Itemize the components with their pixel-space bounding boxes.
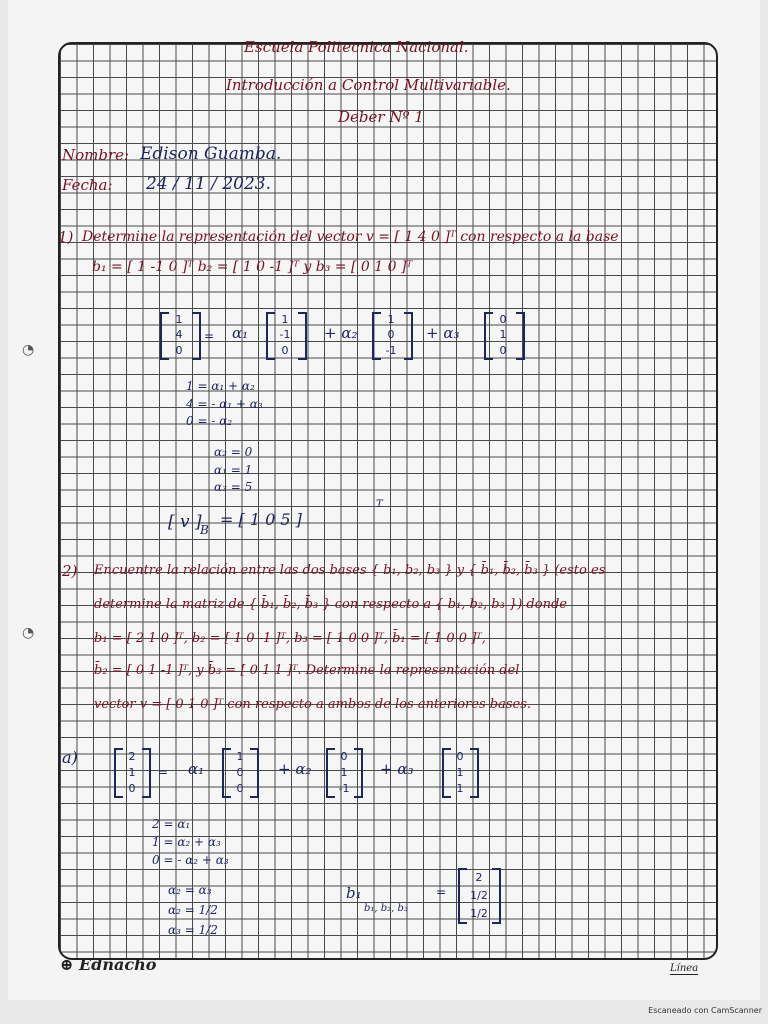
- system-equation-2: 4 = - α₁ + α₃: [186, 397, 263, 411]
- vector-entry: 0: [281, 343, 289, 357]
- margin-mark: ◔: [22, 625, 35, 641]
- system-equation-1: 2 = α₁: [152, 817, 191, 831]
- rep-vector-label: b₁: [346, 884, 362, 902]
- solution-alpha2: α₂ = 0: [214, 445, 253, 459]
- problem2-number: 2): [62, 562, 78, 580]
- bracket: [354, 748, 363, 798]
- b2-column: [380, 312, 402, 358]
- result-transpose: T: [376, 499, 383, 510]
- solution-alpha2: α₂ = 1/2: [168, 903, 218, 917]
- plus-alpha3-label: + α₃: [380, 760, 414, 778]
- plus-alpha2-label: + α₂: [278, 760, 312, 778]
- name-label: Nombre:: [62, 146, 130, 164]
- system-equation-1: 1 = α₁ + α₂: [186, 379, 255, 393]
- problem1-statement-line1: Determine la representación del vector v = [ 1 4 0 ]ᵀ con respecto a la base: [82, 229, 619, 245]
- bracket: [492, 868, 501, 924]
- date-label: Fecha:: [62, 176, 113, 194]
- solution-alpha3: α₃ = 5: [214, 480, 253, 494]
- problem2-statement-line4: b̄₂ = [ 0 1 -1 ]ᵀ, y b̄₃ = [ 0 1 1 ]ᵀ. Determine la representación del: [94, 663, 520, 678]
- lhs-column: [122, 748, 142, 796]
- rep-basis-subscript: b₁, b₂, b₃: [364, 903, 408, 914]
- part-a-label: a): [62, 748, 78, 767]
- rep-column: [466, 868, 492, 922]
- c2-column: [334, 748, 354, 796]
- equals-sign: =: [158, 765, 169, 779]
- course-title: Introducción a Control Multivariable.: [226, 76, 511, 94]
- problem1-number: 1): [58, 228, 74, 246]
- b3-column: [492, 312, 514, 358]
- vector-entry: 1/2: [470, 906, 488, 920]
- bracket: [470, 748, 479, 798]
- plus-alpha2-label: + α₂: [324, 324, 358, 342]
- solution-alpha1: α₁ = 1: [214, 463, 253, 477]
- solution-alpha2-eq-alpha3: α₂ = α₃: [168, 883, 212, 897]
- result-representation: [ v ]: [168, 512, 202, 532]
- vector-entry: 1: [456, 781, 464, 795]
- brand-icon: ⊕: [60, 955, 74, 974]
- vector-entry: 0: [236, 781, 244, 795]
- vector-entry: -1: [279, 328, 291, 342]
- vector-entry: 1: [499, 328, 507, 342]
- vector-entry: 0: [387, 328, 395, 342]
- equals-sign: =: [204, 329, 215, 343]
- name-value: Edison Guamba.: [140, 144, 282, 164]
- vector-entry: -1: [385, 343, 397, 357]
- notebook-sheet: [8, 0, 760, 1000]
- bracket: [250, 748, 259, 798]
- date-value: 24 / 11 / 2023.: [146, 174, 272, 194]
- vector-entry: 0: [499, 313, 507, 327]
- vector-entry: 1/2: [470, 888, 488, 902]
- bracket: [404, 312, 413, 360]
- scanner-watermark: Escaneado con CamScanner: [648, 1006, 762, 1015]
- vector-entry: 0: [128, 781, 136, 795]
- vector-entry: 0: [236, 765, 244, 779]
- assignment-title: Deber Nº 1: [338, 108, 424, 126]
- system-equation-2: 1 = α₂ + α₃: [152, 835, 221, 849]
- vector-entry: 0: [340, 749, 348, 763]
- c3-column: [450, 748, 470, 796]
- vector-entry: 1: [387, 313, 395, 327]
- problem2-statement-line1: Encuentre la relación entre las dos bases { b₁, b₂, b₃ } y { b̄₁, b̄₂, b̄₃ } (esto es: [94, 563, 606, 578]
- system-equation-3: 0 = - α₂ + α₃: [152, 853, 229, 867]
- alpha1-label: α₁: [188, 760, 205, 778]
- b1-column: [274, 312, 296, 358]
- vector-entry: 1: [281, 313, 289, 327]
- problem2-statement-line3: b₁ = [ 2 1 0 ]ᵀ, b₂ = [ 1 0 -1 ]ᵀ, b₃ = [ 1 0 0 ]ᵀ, b̄₁ = [ 1 0 0 ]ᵀ,: [94, 631, 486, 646]
- vector-v-column: [168, 312, 190, 358]
- vector-entry: -1: [338, 781, 350, 795]
- bracket: [298, 312, 307, 360]
- vector-entry: 2: [475, 870, 483, 884]
- vector-entry: 1: [128, 765, 136, 779]
- alpha1-label: α₁: [232, 324, 249, 342]
- bracket: [142, 748, 151, 798]
- vector-entry: 0: [175, 343, 183, 357]
- footer-mark: Línea: [670, 963, 699, 974]
- problem2-statement-line5: vector v = [ 0 1 0 ]ᵀ con respecto a ambos de los anteriores bases.: [94, 697, 532, 712]
- problem1-statement-line2: b₁ = [ 1 -1 0 ]ᵀ b₂ = [ 1 0 -1 ]ᵀ y b₃ = [ 0 1 0 ]ᵀ: [92, 259, 413, 275]
- vector-entry: 1: [175, 313, 183, 327]
- brand-logo: [60, 955, 156, 974]
- problem2-statement-line2: determine la matriz de { b̄₁, b̄₂, b̄₃ } con respecto a { b₁, b₂, b₃ }) donde: [94, 597, 567, 612]
- bracket: [192, 312, 201, 360]
- margin-mark: ◔: [22, 342, 35, 358]
- equals-sign: =: [436, 885, 447, 899]
- result-vector: = [ 1 0 5 ]: [220, 510, 302, 529]
- c1-column: [230, 748, 250, 796]
- vector-entry: 0: [499, 343, 507, 357]
- vector-entry: 1: [456, 765, 464, 779]
- result-subscript: B: [200, 523, 209, 537]
- system-equation-3: 0 = - α₂: [186, 414, 233, 428]
- school-title: Escuela Politecnica Nacional.: [244, 38, 469, 56]
- vector-entry: 0: [456, 749, 464, 763]
- vector-entry: 1: [340, 765, 348, 779]
- plus-alpha3-label: + α₃: [426, 324, 460, 342]
- bracket: [516, 312, 525, 360]
- vector-entry: 2: [128, 749, 136, 763]
- vector-entry: 4: [175, 328, 183, 342]
- solution-alpha3: α₃ = 1/2: [168, 923, 218, 937]
- brand-name: Ednacho: [78, 955, 157, 974]
- vector-entry: 1: [236, 749, 244, 763]
